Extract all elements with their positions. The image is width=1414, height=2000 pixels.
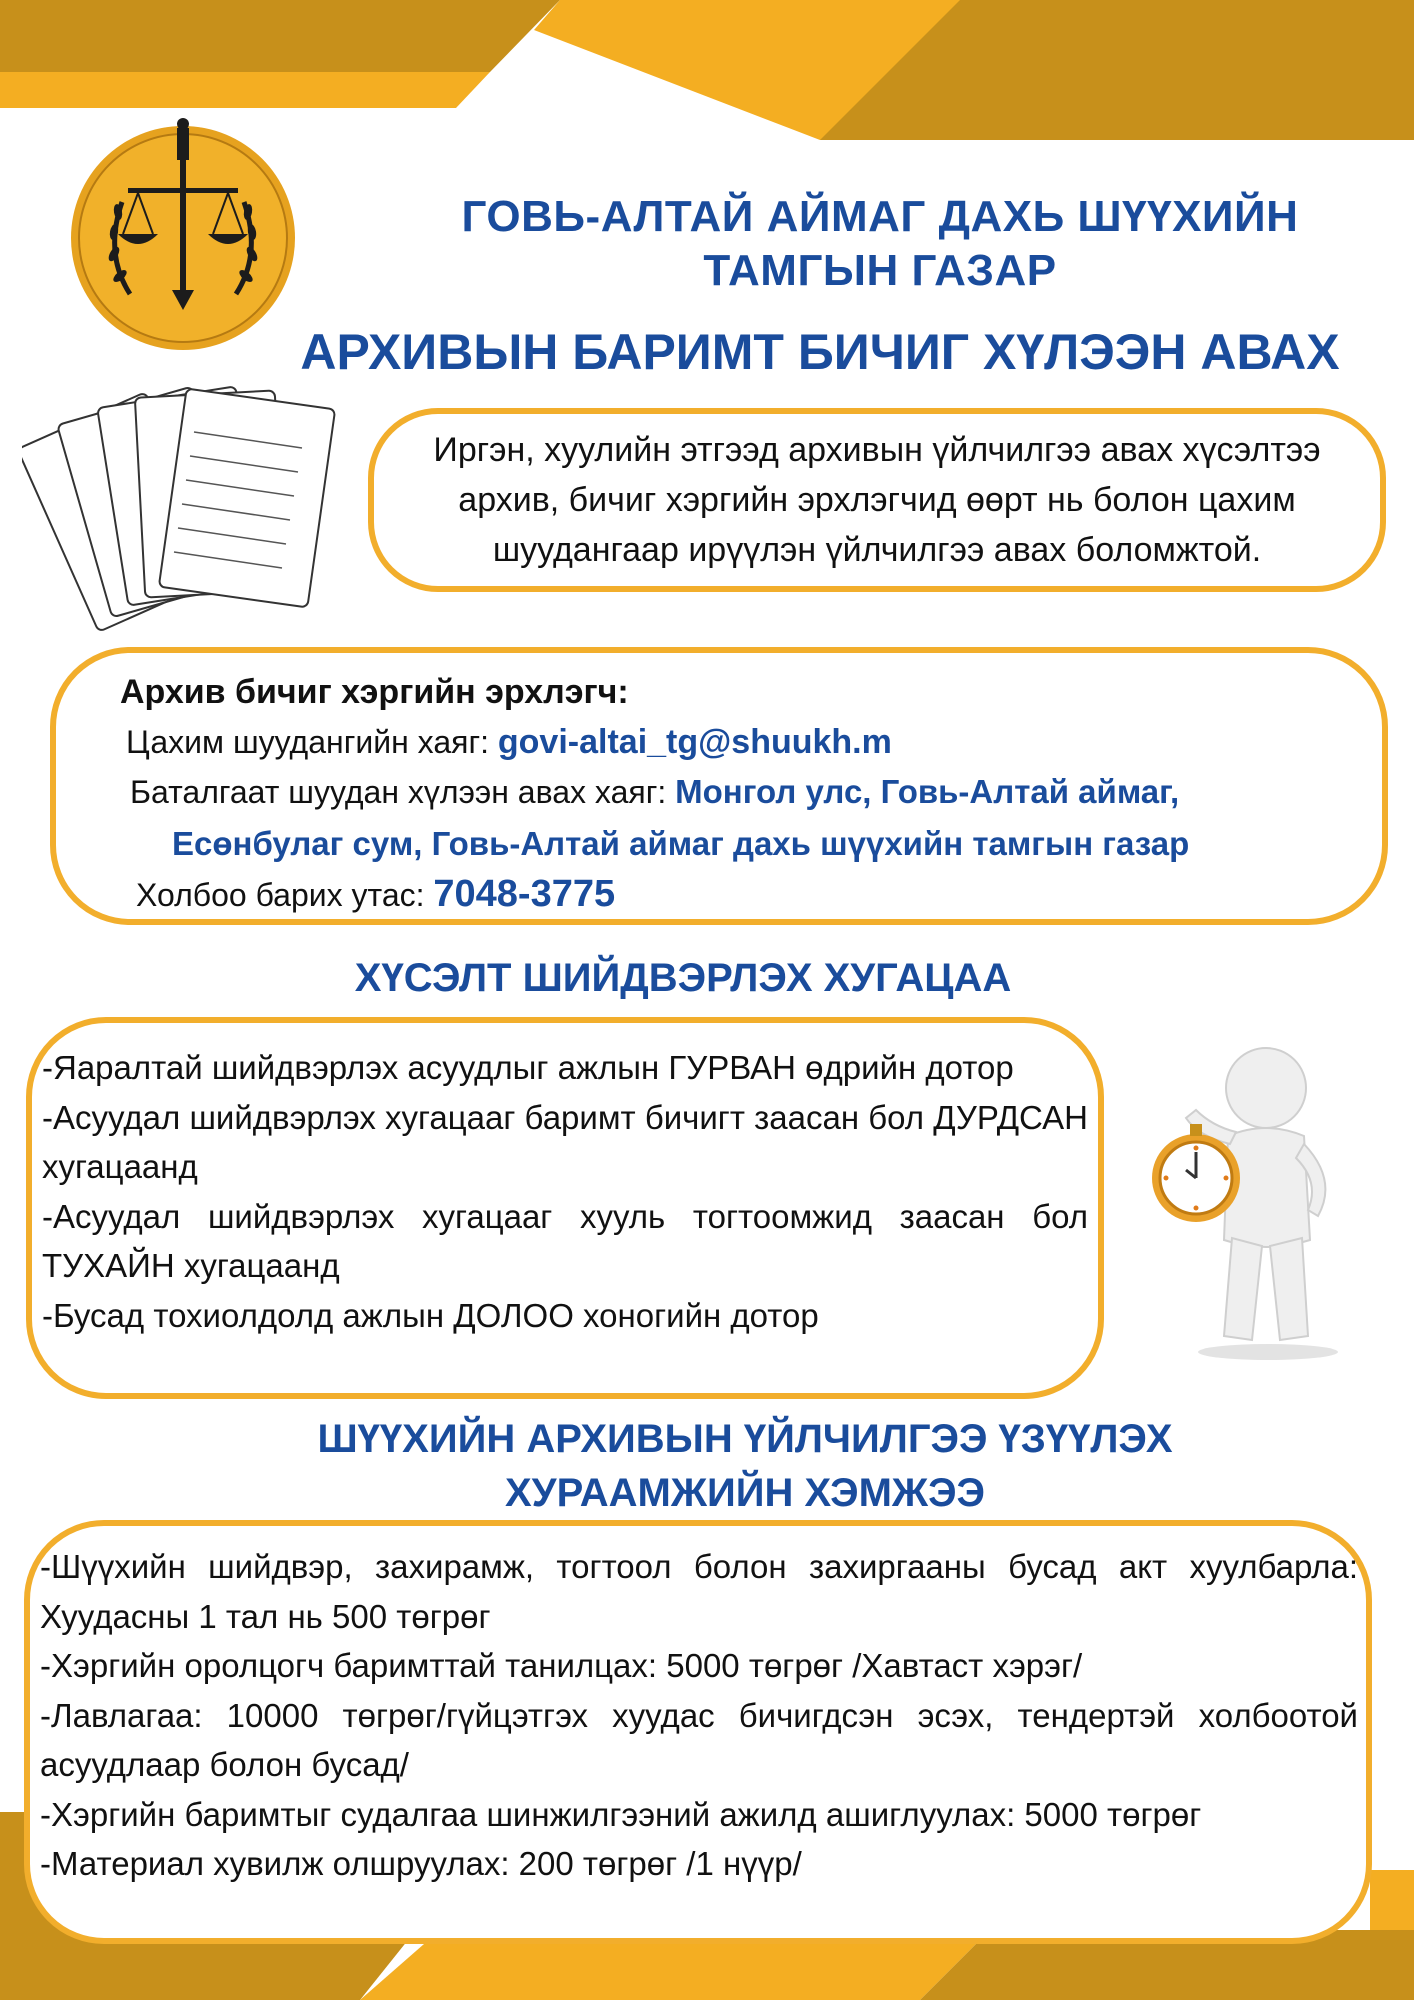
- contact-box: [50, 647, 1388, 925]
- deadline-item: -Асуудал шийдвэрлэх хугацааг хууль тогтоомжид заасан бол ТУХАЙН хугацаанд: [42, 1197, 1088, 1284]
- deadline-item: -Яаралтай шийдвэрлэх асуудлыг ажлын ГУРВАН өдрийн дотор: [42, 1049, 1014, 1086]
- fee-item: -Лавлагаа: 10000 төгрөг/гүйцэтгэх хуудас бичигдсэн эсэх, тендертэй холбоотой асуудлаар болон бусад/: [40, 1696, 1358, 1783]
- phone-value[interactable]: 7048-3775: [433, 873, 616, 915]
- email-line: [126, 723, 892, 762]
- fee-item: -Материал хувилж олшруулах: 200 төгрөг /1 нүүр/: [40, 1845, 802, 1882]
- phone-line: [136, 873, 615, 916]
- court-title-line2: ТАМГЫН ГАЗАР: [703, 246, 1057, 295]
- email-value[interactable]: govi-altai_tg@shuukh.m: [497, 723, 892, 761]
- deadline-title-text: ХҮСЭЛТ ШИЙДВЭРЛЭХ ХУГАЦАА: [354, 956, 1012, 1000]
- stopwatch-figure-icon: [1148, 1040, 1348, 1360]
- fee-item: -Хэргийн баримтыг судалгаа шинжилгээний ажилд ашиглуулах: 5000 төгрөг: [40, 1795, 1202, 1833]
- main-title: АРХИВЫН БАРИМТ БИЧИГ ХҮЛЭЭН АВАХ: [300, 324, 1340, 380]
- email-label: Цахим шуудангийн хаяг:: [126, 724, 489, 760]
- fee-title-line1: ШҮҮХИЙН АРХИВЫН ҮЙЛЧИЛГЭЭ ҮЗҮҮЛЭХ: [317, 1417, 1173, 1461]
- fee-title-line2: ХУРААМЖИЙН ХЭМЖЭЭ: [505, 1471, 985, 1515]
- intro-box: [368, 408, 1386, 592]
- deadline-box: [26, 1017, 1104, 1399]
- court-emblem-icon: [68, 104, 298, 352]
- intro-text: Иргэн, хуулийн этгээд архивын үйлчилгээ авах хүсэлтээ архив, бичиг хэргийн эрхлэгчид өөрт нь болон цахим шуудангаар ирүүлэн үйлчилгээ авах боломжтой.: [433, 431, 1321, 569]
- address-value-line1: Монгол улс, Говь-Алтай аймаг,: [675, 773, 1180, 810]
- fee-title: [220, 1412, 1270, 1520]
- fee-item: -Шүүхийн шийдвэр, захирамж, тогтоол болон захиргааны бусад акт хуулбарла: Хуудасны 1 тал нь 500 төгрөг: [40, 1548, 1358, 1635]
- address-label: Баталгаат шуудан хүлээн авах хаяг:: [130, 774, 667, 810]
- address-line: [130, 773, 1179, 811]
- deadline-item: -Бусад тохиолдолд ажлын ДОЛОО хоногийн дотор: [42, 1296, 819, 1334]
- deadline-title: [0, 950, 1414, 1006]
- fee-item: -Хэргийн оролцогч баримттай танилцах: 5000 төгрөг /Хавтаст хэрэг/: [40, 1647, 1083, 1684]
- court-title-line1: ГОВЬ-АЛТАЙ АЙМАГ ДАХЬ ШҮҮХИЙН: [461, 192, 1299, 241]
- court-title: [380, 190, 1380, 298]
- address-value-line2: Есөнбулаг сум, Говь-Алтай аймаг дахь шүүхийн тамгын газар: [172, 825, 1190, 862]
- phone-label: Холбоо барих утас:: [136, 877, 425, 913]
- document-stack-icon: [22, 372, 352, 650]
- fee-box: [24, 1520, 1372, 1944]
- address-line-2: [172, 825, 1189, 863]
- contact-heading: Архив бичиг хэргийн эрхлэгч:: [120, 673, 629, 711]
- deadline-item: -Асуудал шийдвэрлэх хугацааг баримт бичигт заасан бол ДУРДСАН хугацаанд: [42, 1098, 1088, 1185]
